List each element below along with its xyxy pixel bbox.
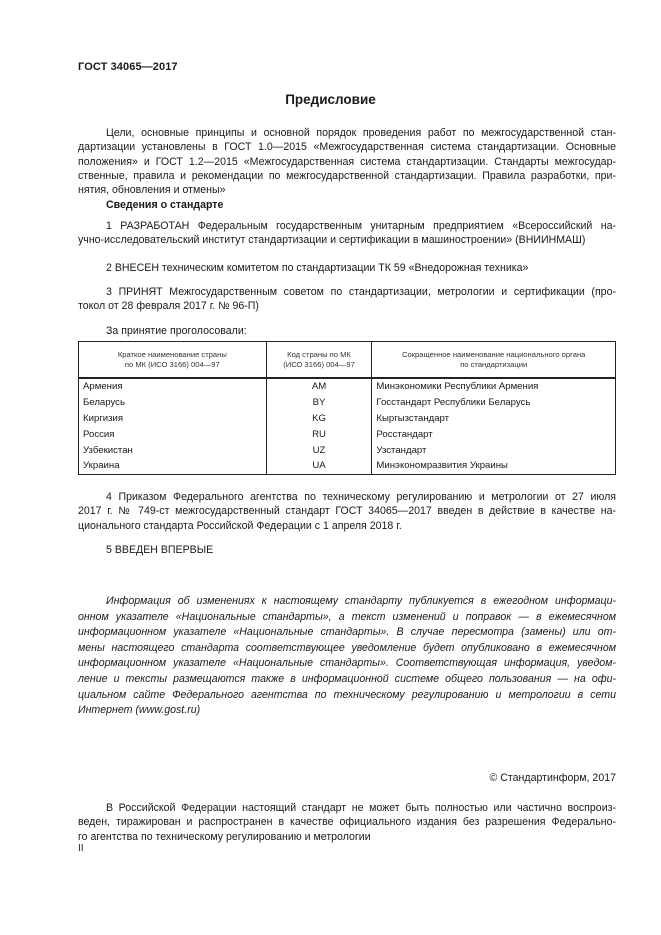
table-header-row [79, 342, 616, 379]
code-cell: BY [266, 395, 372, 411]
country-cell: Узбекистан [79, 442, 267, 458]
body-cell: Минэкономразвития Украины [372, 458, 616, 474]
table-row [79, 395, 616, 411]
vote-label: За принятие проголосовали: [106, 325, 247, 337]
info-heading: Сведения о стандарте [106, 199, 224, 211]
page-title: Предисловие [285, 92, 376, 107]
item-submitted: 2 ВНЕСЕН техническим комитетом по стандартизации ТК 59 «Внедорожная техника» [106, 262, 529, 274]
code-cell: AM [266, 378, 372, 395]
notice-line: информационном указателе «Национальные стандарты». Соответствующая информация, уведом- [78, 657, 616, 670]
copyright-notice: © Стандартинформ, 2017 [489, 772, 616, 784]
footer-line: В Российской Федерации настоящий стандарт не может быть полностью или частично воспроиз- [106, 802, 616, 814]
item4-line: ционального стандарта Российской Федерации с 1 апреля 2018 г. [78, 519, 402, 532]
table-row [79, 378, 616, 395]
column-header-body: Сокращенное наименование национального органа по стандартизации [372, 342, 616, 379]
item4-line: 4 Приказом Федерального агентства по техническому регулированию и метрологии от 27 июля [106, 491, 616, 503]
notice-line: мены настоящего стандарта соответствующее уведомление будет опубликовано в ежемесячном [78, 641, 616, 654]
notice-line: онном указателе «Национальные стандарты», а текст изменений и поправок — в ежемесячном [78, 610, 616, 623]
page-number: II [78, 843, 84, 854]
item-developed [78, 219, 616, 248]
country-cell: Киргизия [79, 411, 267, 427]
item-enacted [78, 490, 616, 533]
table-row [79, 442, 616, 458]
item1-line: учно-исследовательский институт стандартизации и сертификации в машиностроении» (ВНИИНМАШ) [78, 234, 586, 247]
body-cell: Госстандарт Республики Беларусь [372, 395, 616, 411]
table-row [79, 411, 616, 427]
intro-line: дартизации установлены в ГОСТ 1.0—2015 «Межгосударственная система стандартизации. Основные [78, 141, 616, 154]
country-cell: Россия [79, 426, 267, 442]
amendments-notice [78, 594, 616, 719]
member-countries-table [78, 341, 616, 475]
table-row [79, 426, 616, 442]
item4-line: 2017 г. № 749-ст межгосударственный стандарт ГОСТ 34065—2017 введен в действие в качестве на- [78, 505, 616, 518]
body-cell: Росстандарт [372, 426, 616, 442]
column-header-country: Краткое наименование страны по МК (ИСО 3166) 004—97 [79, 342, 267, 379]
column-header-code: Код страны по МК (ИСО 3166) 004—97 [266, 342, 372, 379]
footer-line: го агентства по техническому регулированию и метрологии [78, 830, 371, 843]
notice-line: Информация об изменениях к настоящему стандарту публикуется в ежегодном информаци- [106, 595, 616, 607]
intro-paragraph [78, 126, 616, 197]
body-cell: Кыргызстандарт [372, 411, 616, 427]
code-cell: RU [266, 426, 372, 442]
country-cell: Армения [79, 378, 267, 395]
country-cell: Беларусь [79, 395, 267, 411]
item3-line: 3 ПРИНЯТ Межгосударственным советом по стандартизации, метрологии и сертификации (про- [106, 286, 616, 298]
notice-line: Интернет (www.gost.ru) [78, 704, 201, 717]
item1-line: 1 РАЗРАБОТАН Федеральным государственным унитарным предприятием «Всероссийский на- [106, 220, 616, 232]
intro-line: нятия, обновления и отмены» [78, 184, 226, 197]
country-cell: Украина [79, 458, 267, 474]
body-cell: Минэкономики Республики Армения [372, 378, 616, 395]
item-first-introduced: 5 ВВЕДЕН ВПЕРВЫЕ [106, 544, 214, 556]
notice-line: информационном указателе «Национальные стандарты». В случае пересмотра (замены) или от- [78, 626, 616, 639]
item3-line: токол от 28 февраля 2017 г. № 96-П) [78, 300, 259, 313]
intro-line: Цели, основные принципы и основной порядок проведения работ по межгосударственной стан- [106, 127, 616, 139]
document-id-header: ГОСТ 34065—2017 [78, 61, 178, 73]
code-cell: UZ [266, 442, 372, 458]
reproduction-notice [78, 801, 616, 844]
code-cell: KG [266, 411, 372, 427]
intro-line: ственные, правила и рекомендации по межгосударственной стандартизации. Правила разработки, при- [78, 169, 616, 182]
table-row [79, 458, 616, 474]
code-cell: UA [266, 458, 372, 474]
item-adopted [78, 285, 616, 314]
notice-line: циальном сайте Федерального агентства по техническому регулированию и метрологии в сети [78, 688, 616, 701]
notice-line: ление и тексты размещаются также в информационной системе общего пользования — на офи- [78, 672, 616, 685]
footer-line: веден, тиражирован и распространен в качестве официального издания без разрешения Федерально- [78, 816, 616, 829]
intro-line: положения» и ГОСТ 1.2—2015 «Межгосударственная система стандартизации. Стандарты межгосудар- [78, 155, 616, 168]
body-cell: Узстандарт [372, 442, 616, 458]
